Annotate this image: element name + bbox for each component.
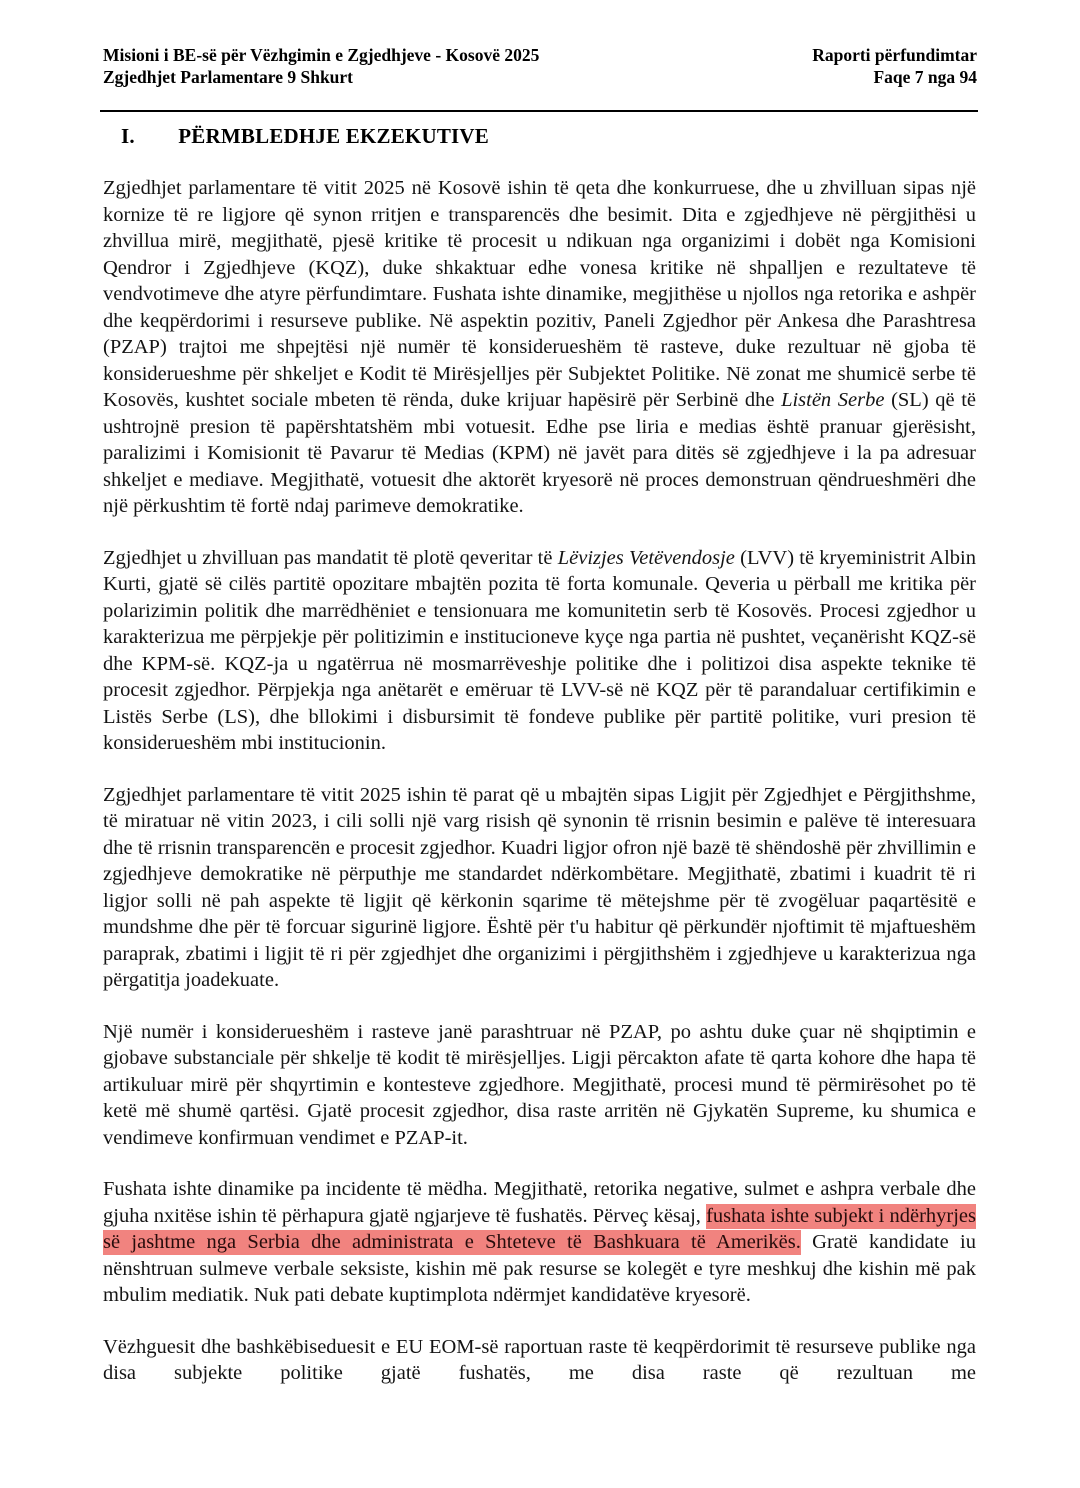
text-run: Zgjedhjet parlamentare të vitit 2025 ishin të parat që u mbajtën sipas Ligjit për Zgjedhjet e Përgjithshme, të miratuar në vitin 2023, i cili solli një varg risish që synonin të rrisnin besimin e palëve të interesuara dhe të rrisnin transparencën e procesit zgjedhor. Kuadri ligjor ofron një bazë të shëndoshë për zhvillimin e zgjedhjeve demokratike në përputhje me standardet ndërkombëtare. Megjithatë, zbatimi i kuadrit të ri ligjor solli në pah aspekte të ligjit që kërkonin sqarime të mëtejshme për të zvogëluar paqartësitë e mundshme dhe për të forcuar sigurinë ligjore. Është për t'u habitur që përkundër njoftimit të mjaftueshëm paraprak, zbatimi i ligjit të ri për zgjedhjet dhe organizimi i përgjithshëm i zgjedhjeve u karakterizua nga përgatitja joadekuate.: [103, 783, 976, 991]
header-election-subtitle: Zgjedhjet Parlamentare 9 Shkurt: [103, 67, 353, 87]
paragraph: [103, 545, 976, 757]
text-run: Zgjedhjet u zhvilluan pas mandatit të plotë qeveritar të: [103, 546, 558, 569]
header-divider: [100, 110, 978, 112]
text-run: Fushata ishte dinamike pa incidente të mëdha. Megjithatë, retorika negative, sulmet e ashpra verbale dhe gjuha nxitëse ishin të përhapura gjatë ngjarjeve të fushatës. Përveç kësaj,: [103, 1178, 976, 1227]
header-left-block: [103, 44, 539, 88]
page-header: [103, 44, 977, 88]
text-run: Një numër i konsiderueshëm i rasteve janë parashtruar në PZAP, po ashtu duke çuar në shqiptimin e gjobave substanciale për shkelje të kodit të mirësjelljes. Ligji përcakton afate të qarta kohore dhe hapa të artikuluar mirë për shqyrtimin e kontesteve zgjedhore. Megjithatë, procesi mund të përmirësohet po të ketë më shumë qartësi. Gjatë procesit zgjedhor, disa raste arritën në Gjykatën Supreme, ku shumica e vendimeve konfirmuan vendimet e PZAP-it.: [103, 1020, 976, 1149]
italic-text: Listën Serbe: [781, 389, 885, 411]
text-run: Gratë kandidate iu nënshtruan sulmeve verbale seksiste, kishin më pak resurse se kolegët e tyre meshkuj dhe kishin më pak mbulim mediatik. Nuk pati debate kuptimplota ndërmjet kandidatëve kryesorë.: [103, 1231, 976, 1306]
paragraph: [103, 1176, 976, 1309]
paragraph: [103, 1334, 976, 1387]
header-right-block: [812, 44, 977, 88]
paragraph: [103, 175, 976, 520]
header-report-type: Raporti përfundimtar: [812, 45, 977, 65]
section-title: PËRMBLEDHJE EKZEKUTIVE: [178, 124, 489, 148]
executive-summary-body: [103, 175, 976, 1412]
header-mission-title: Misioni i BE-së për Vëzhgimin e Zgjedhjeve - Kosovë 2025: [103, 45, 540, 65]
section-number: I.: [121, 124, 135, 148]
paragraph: [103, 782, 976, 994]
text-run: Zgjedhjet parlamentare të vitit 2025 në Kosovë ishin të qeta dhe konkurruese, dhe u zhvilluan sipas një kornize të re ligjore që synon rritjen e transparencës dhe besimit. Dita e zgjedhjeve në përgjithësi u zhvillua mirë, megjithatë, pjesë kritike të procesit u ndikuan nga organizimi i dobët nga Komisioni Qendror i Zgjedhjeve (KQZ), duke shkaktuar edhe vonesa kritike në shpalljen e rezultateve të vendvotimeve dhe atyre përfundimtare. Fushata ishte dinamike, megjithëse u njollos nga retorika e ashpër dhe keqpërdorimi i resurseve publike. Në aspektin pozitiv, Paneli Zgjedhor për Ankesa dhe Parashtresa (PZAP) trajtoi me shpejtësi një numër të konsiderueshëm të rasteve, duke rezultuar në gjoba të konsiderueshme për shkeljet e Kodit të Mirësjelljes për Subjektet Politike. Në zonat me shumicë serbe të Kosovës, kushtet sociale mbeten të rënda, duke krijuar hapësirë për Serbinë dhe: [103, 177, 976, 411]
italic-text: Lëvizjes Vetëvendosje: [557, 546, 735, 569]
text-run: (SL) që të ushtrojnë presion të papërshtatshëm mbi votuesit. Edhe pse liria e medias është pranuar gjerësisht, paralizimi i Komisionit të Pavarur të Medias (KPM) në javët para ditës së zgjedhjeve i la pa adresuar shkeljet e mediave. Megjithatë, votuesit dhe aktorët kryesorë në proces demonstruan qëndrueshmëri dhe një përkushtim të fortë ndaj parimeve demokratike.: [103, 389, 976, 517]
highlighted-text: fushata ishte subjekt i ndërhyrjes së jashtme nga Serbia dhe administrata e Shteteve të Bashkuara të Amerikës.: [103, 1204, 976, 1253]
paragraph: [103, 1019, 976, 1152]
section-heading: [121, 124, 489, 149]
header-page-number: Faqe 7 nga 94: [873, 67, 977, 87]
text-run: Vëzhguesit dhe bashkëbiseduesit e EU EOM-së raportuan raste të keqpërdorimit të resurseve publike nga disa subjekte politike gjatë fushatës, me disa raste që rezultuan me: [103, 1335, 976, 1384]
text-run: (LVV) të kryeministrit Albin Kurti, gjatë së cilës partitë opozitare mbajtën pozita të forta komunale. Qeveria u përball me kritika për polarizimin politik dhe marrëdhëniet e tensionuara me komunitetin serb të Kosovës. Procesi zgjedhor u karakterizua me përpjekje për politizimin e institucioneve kyçe nga partia në pushtet, veçanërisht KQZ-së dhe KPM-së. KQZ-ja u ngatërrua në mosmarrëveshje politike dhe i politizoi disa aspekte teknike të procesit zgjedhor. Përpjekja nga anëtarët e emëruar të LVV-së në KQZ për të parandaluar certifikimin e Listës Serbe (LS), dhe bllokimi i disbursimit të fondeve publike për partitë politike, vuri presion të konsiderueshëm mbi institucionin.: [103, 546, 976, 754]
